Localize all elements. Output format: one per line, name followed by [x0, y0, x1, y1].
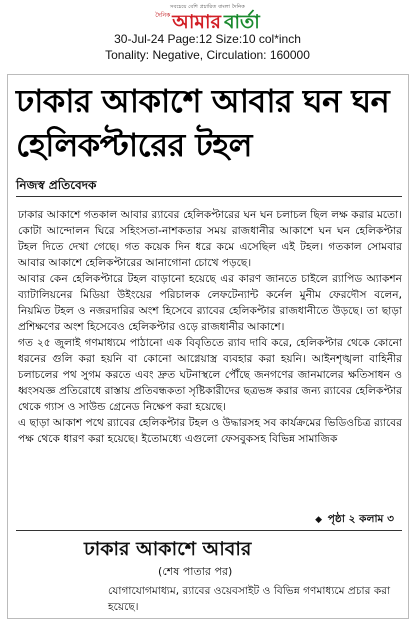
- headline-divider: [16, 196, 402, 197]
- masthead: [0, 4, 415, 32]
- newspaper-logo: [0, 10, 415, 32]
- continuation-page-label: পৃষ্ঠা ২ কলাম ৩: [327, 513, 394, 525]
- article-byline: নিজস্ব প্রতিবেদক: [16, 178, 97, 192]
- article-paragraph: গত ২৫ জুলাই গণমাধ্যমে পাঠানো এক বিবৃতিতে র‍্যাব দাবি করে, হেলিকপ্টার থেকে কোনো ধরনের গুলি করা হয়নি বা কোনো আগ্নেয়াস্ত্র ব্যবহার করা হয়নি। আইনশৃঙ্খলা বাহিনীর চলাচলের পথ সুগম করতে এবং দ্রুত ঘটনাস্থলে পৌঁছে জনগণের জানমালের ক্ষতিসাধন ও ধ্বংসযজ্ঞ প্রতিরোধে রাস্তায় প্রতিবন্ধকতা সৃষ্টিকারীদের ছত্রভঙ্গ করার জন্য র‍্যাবের হেলিকপ্টার থেকে গ্যাস ও সাউন্ড গ্রেনেড নিক্ষেপ করা হয়েছে।: [18, 337, 402, 413]
- article-headline: ঢাকার আকাশে আবার ঘন ঘন হেলিকপ্টারের টহল: [16, 82, 390, 164]
- diamond-icon: ◆: [315, 515, 323, 525]
- clip-meta-tonality: Tonality: Negative, Circulation: 160000: [105, 48, 310, 62]
- news-clipping: [7, 74, 409, 619]
- continuation-headline: ঢাকার আকাশে আবার: [84, 538, 252, 560]
- continuation-text: যোগাযোগমাধ্যম, র‍্যাবের ওয়েবসাইট ও বিভিন্ন গণমাধ্যমে প্রচার করা হয়েছে।: [108, 585, 391, 613]
- clip-meta-date-size: 30-Jul-24 Page:12 Size:10 col*inch: [114, 32, 301, 46]
- logo-prefix: দৈনিক: [155, 12, 171, 19]
- article-paragraph: এ ছাড়া আকাশ পথে র‍্যাবের হেলিকপ্টার টহল ও উদ্ধারসহ সব কার্যক্রমের ভিডিওচিত্র র‍্যাবের পক্ষ থেকে ধারণ করা হয়েছে। ইতোমধ্যে এগুলো ফেসবুকসহ বিভিন্ন সামাজিক: [18, 417, 402, 445]
- logo-word-barta: বার্তা: [223, 11, 260, 33]
- article-paragraph: আবার কেন হেলিকপ্টারে টহল বাড়ানো হয়েছে এর কারণ জানতে চাইলে র‍্যাপিড অ্যাকশন ব্যাটালিয়নের মিডিয়া উইংয়ের পরিচালক লেফটেন্যান্ট কর্নেল মুনীম ফেরদৌস বলেন, নিয়মিত টহল ও নজরদারির অংশ হিসেবে র‍্যাবের হেলিকপ্টার রাজধানীতে উড়ছে। তা ছাড়া প্রশিক্ষণের অংশ হিসেবেও হেলিকপ্টার ওড়ে রাজধানীর আকাশে।: [18, 273, 402, 333]
- article-body: [18, 207, 402, 447]
- continuation-pointer: [315, 512, 394, 529]
- section-divider: [16, 530, 402, 531]
- logo-word-amar: আমার: [172, 11, 221, 33]
- continuation-note: (শেষ পাতার পর): [158, 565, 233, 578]
- article-paragraph: ঢাকার আকাশে গতকাল আবার র‍্যাবের হেলিকপ্টারের ঘন ঘন চলাচল ছিল লক্ষ করার মতো। কোটা আন্দোলন ঘিরে সহিংসতা-নাশকতার সময় রাজধানীর আকাশে ঘন ঘন হেলিকপ্টার টহল দিতে দেখা গেছে। গত কয়েক দিন ধরে কমে এসেছিল এই টহল। গতকাল সোমবার আবার আকাশে হেলিকপ্টারের আনাগোনা চোখে পড়ছে।: [18, 209, 402, 269]
- masthead-tagline: সবচেয়ে বেশি প্রচারিত বাংলা দৈনিক: [169, 4, 246, 10]
